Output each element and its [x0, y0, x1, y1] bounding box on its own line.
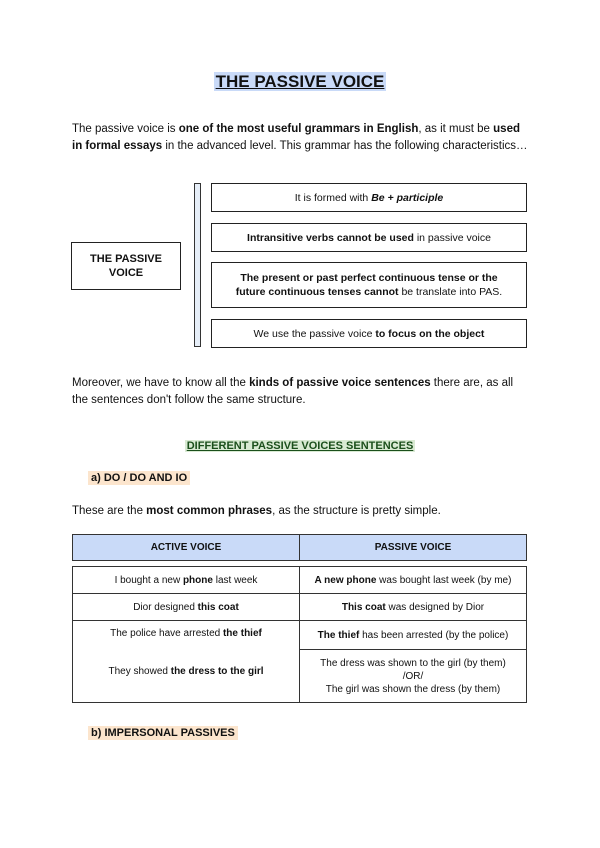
intro-text-1: The passive voice is	[72, 123, 179, 135]
table-row: I bought a new phone last week A new phone was bought last week (by me)	[73, 567, 527, 594]
section-a-heading: a) DO / DO AND IO	[88, 472, 190, 484]
section-subheading: DIFFERENT PASSIVE VOICES SENTENCES	[186, 440, 414, 452]
connector	[181, 242, 182, 290]
bracket-bar	[194, 183, 201, 347]
section-b-heading: b) IMPERSONAL PASSIVES	[88, 727, 238, 739]
table-row: The police have arrested the thief They showed the dress to the girl The thief has been arrested (by the police)	[73, 621, 527, 650]
table-row: The dress was shown to the girl (by them) /OR/ The girl was shown the dress (by them)	[73, 650, 527, 703]
intro-bold-1: one of the most useful grammars in English	[178, 123, 419, 135]
diagram-item-1: It is formed with Be + participle	[211, 183, 527, 212]
passive-voice-center-box	[71, 242, 181, 290]
center-label-line2: VOICE	[108, 267, 144, 279]
intro-bold-2: used in formal essays	[72, 123, 520, 152]
intro-text-3: in the advanced level. This grammar has the following characteristics…	[162, 140, 528, 152]
diagram-item-2: Intransitive verbs cannot be used in passive voice	[211, 223, 527, 252]
section-a-text: These are the most common phrases, as the structure is pretty simple.	[72, 505, 441, 517]
diagram-item-3: The present or past perfect continuous tense or the future continuous tenses cannot be translate into PAS.	[211, 262, 527, 308]
intro-paragraph	[72, 121, 528, 155]
page-title	[0, 72, 600, 92]
voice-table	[72, 566, 527, 703]
moreover-paragraph: Moreover, we have to know all the kinds of passive voice sentences there are, as all the sentences don't follow the same structure.	[72, 377, 514, 406]
center-label-line1: THE PASSIVE	[90, 253, 162, 265]
header-active: ACTIVE VOICE	[73, 535, 300, 561]
diagram-item-4: We use the passive voice to focus on the object	[211, 319, 527, 348]
table-row: Dior designed this coat This coat was designed by Dior	[73, 594, 527, 621]
intro-text-2: , as it must be	[418, 123, 494, 135]
title-text: THE PASSIVE VOICE	[215, 72, 385, 91]
voice-table-header	[72, 534, 527, 561]
header-passive: PASSIVE VOICE	[300, 535, 527, 561]
